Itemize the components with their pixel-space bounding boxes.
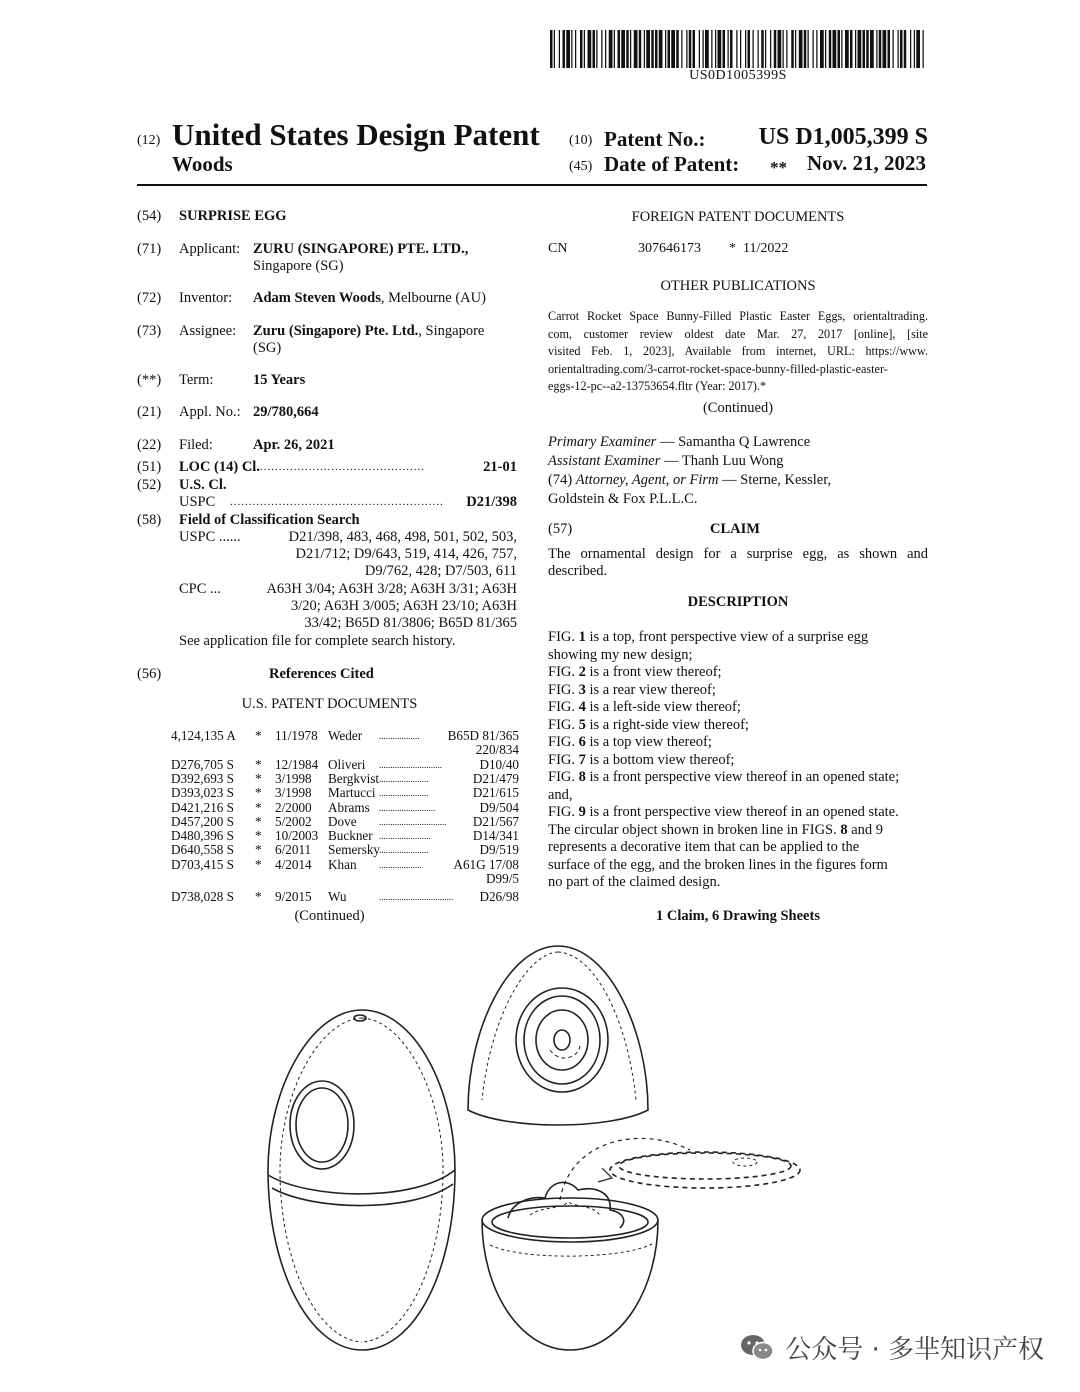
field-22-filed: (22) Filed: Apr. 26, 2021 (137, 437, 335, 453)
description-line: FIG. 9 is a front perspective view thereof in an opened state. (548, 804, 899, 820)
top-half-figure (468, 946, 648, 1125)
reference-num: D392,693 S (171, 770, 235, 786)
reference-date: 4/2014 (275, 856, 312, 872)
header-rule (137, 184, 927, 186)
reference-date: 11/1978 (275, 728, 318, 743)
reference-name: Abrams (328, 799, 370, 815)
reference-dots: ....................... (379, 831, 431, 842)
field-72-inventor: (72) Inventor: Adam Steven Woods, Melbourne (AU) (137, 290, 486, 306)
description-line: FIG. 8 is a front perspective view thereof in an opened state; (548, 769, 900, 785)
patent-number: US D1,005,399 S (758, 124, 928, 150)
field-71-applicant: (71) Applicant: ZURU (SINGAPORE) PTE. LTD., Singapore (SG) (137, 241, 469, 274)
reference-class: D26/98 (479, 889, 519, 905)
reference-date: 9/2015 (275, 889, 312, 905)
patent-title: SURPRISE EGG (179, 208, 287, 224)
field-73-assignee: (73) Assignee: Zuru (Singapore) Pte. Ltd., Singapore (SG) (137, 323, 485, 356)
description-line: FIG. 4 is a left-side view thereof; (548, 699, 741, 715)
inventor-surname: Woods (172, 152, 233, 176)
description-line: The circular object shown in broken line in FIGS. 8 and 9 (548, 821, 884, 838)
description-line: no part of the claimed design. (548, 874, 721, 890)
field-54: (54) SURPRISE EGG (137, 208, 287, 224)
reference-dots: ...................... (379, 773, 429, 784)
reference-name: Bergkvist (328, 770, 380, 786)
patent-no-label: Patent No.: (604, 127, 706, 151)
egg-drawing (250, 940, 830, 1360)
reference-star: * (255, 799, 262, 815)
reference-class: D10/40 (479, 756, 519, 772)
right-continued: (Continued) (702, 400, 774, 416)
reference-name: Oliveri (328, 756, 366, 772)
reference-class: D21/567 (472, 813, 519, 829)
examiners: Primary Examiner — Samantha Q Lawrence Assistant Examiner — Thanh Luu Wong (74) Attorney, Agent, or Firm — Sterne, Kessler, Goldstein & Fox P.L.L.C. (548, 434, 832, 507)
wechat-icon (739, 1333, 775, 1363)
reference-num: D276,705 S (171, 756, 235, 772)
patent-type-title: United States Design Patent (172, 117, 540, 152)
reference-star: * (255, 785, 262, 801)
bottom-half-figure (482, 1182, 658, 1350)
reference-num: D738,028 S (171, 889, 235, 905)
date-code: (45) (569, 159, 593, 174)
reference-dots: ............................ (379, 759, 442, 770)
field-56-references: (56) References Cited (137, 666, 374, 682)
reference-class: B65D 81/365 (447, 728, 519, 743)
reference-dots: ................................. (379, 892, 454, 903)
field-term: (**) Term: 15 Years (137, 372, 306, 388)
reference-num: D421,216 S (171, 799, 235, 815)
reference-num: 4,124,135 A (171, 728, 236, 743)
reference-extra-class: D99/5 (486, 871, 519, 886)
field-51-loc: (51) LOC (14) Cl. ................................................ 21-01 (137, 459, 517, 475)
reference-num: D457,200 S (171, 813, 235, 829)
reference-name: Dove (328, 813, 357, 829)
description-line: FIG. 1 is a top, front perspective view of a surprise egg (548, 629, 869, 645)
arrow-path (560, 1138, 690, 1200)
reference-dots: ...................... (379, 788, 429, 799)
reference-name: Buckner (328, 828, 373, 844)
reference-star: * (255, 770, 262, 786)
reference-date: 3/1998 (275, 785, 312, 801)
reference-extra-class: 220/834 (475, 742, 519, 758)
reference-date: 3/1998 (275, 770, 312, 786)
reference-star: * (255, 842, 262, 858)
patent-date: Nov. 21, 2023 (806, 151, 926, 175)
reference-num: D393,023 S (171, 785, 235, 801)
reference-dots: ................... (379, 859, 422, 870)
reference-name: Martucci (328, 785, 376, 801)
reference-class: D21/615 (472, 785, 519, 801)
field-58-classification: (58) Field of Classification Search USPC ...... D21/398, 483, 468, 498, 501, 502, 503, D21/712; D9/643, 519, 414, 426, 757, D9/762, 428; D7/503, 611 CPC ... A63H 3/04; A63H 3/28; A63H 3/31; A63H 3/20; A63H 3/005; A63H 23/10; A63H 33/42; B65D 81/3806; B65D 81/365 See application file for complete search history. (137, 512, 517, 649)
patent-no-code: (10) (569, 133, 593, 148)
barcode (548, 30, 928, 68)
reference-num: D703,415 S (171, 856, 235, 872)
reference-date: 12/1984 (275, 756, 319, 772)
description-text (548, 629, 928, 892)
reference-name: Wu (328, 889, 347, 905)
watermark-text: 公众号 · 多芈知识产权 (785, 1335, 1044, 1365)
description-line: FIG. 6 is a top view thereof; (548, 734, 712, 750)
foreign-doc-row: CN 307646173 * 11/2022 (548, 241, 789, 256)
reference-date: 2/2000 (275, 799, 312, 815)
kind-code: (12) (137, 133, 161, 148)
description-line: and, (548, 786, 573, 803)
reference-star: * (255, 828, 262, 844)
reference-num: D640,558 S (171, 842, 235, 858)
watermark (739, 1329, 1044, 1366)
description-line: showing my new design; (548, 646, 693, 663)
reference-class: D21/479 (472, 770, 519, 786)
description-heading: DESCRIPTION (687, 594, 789, 610)
foreign-docs-head: FOREIGN PATENT DOCUMENTS (631, 209, 845, 225)
date-label: Date of Patent: (604, 152, 740, 176)
us-patent-docs-head: U.S. PATENT DOCUMENTS (241, 696, 418, 712)
other-publication: Carrot Rocket Space Bunny-Filled Plastic Easter Eggs, orientaltrading. com, customer review oldest date Mar. 27, 2017 [online], [site visited Feb. 1, 2023], Available from internet, URL: https://www. orientaltrading.com/3-carrot-rocket-space-bunny-filled-plastic-easter- eggs-12-pc--a2-13753654.fltr (Year: 2017).* (548, 309, 928, 393)
description-line: FIG. 7 is a bottom view thereof; (548, 751, 735, 768)
decorative-ring-figure (610, 1152, 800, 1188)
claims-sheets: 1 Claim, 6 Drawing Sheets (656, 908, 820, 924)
description-line: FIG. 3 is a rear view thereof; (548, 681, 716, 698)
reference-date: 10/2003 (275, 828, 319, 844)
left-continued: (Continued) (294, 908, 365, 924)
reference-num: D480,396 S (171, 828, 235, 844)
reference-star: * (255, 856, 262, 872)
reference-class: D9/504 (479, 799, 519, 815)
reference-name: Weder (328, 728, 363, 743)
reference-dots: ...................... (379, 845, 429, 856)
reference-class: A61G 17/08 (453, 856, 519, 872)
reference-date: 5/2002 (275, 813, 312, 829)
description-line: surface of the egg, and the broken lines in the figures form (548, 856, 888, 873)
reference-dots: .................. (379, 731, 420, 741)
reference-dots: .............................. (379, 816, 447, 827)
reference-star: * (255, 889, 262, 905)
closed-egg-figure (268, 1010, 455, 1350)
description-line: FIG. 2 is a front view thereof; (548, 664, 722, 680)
reference-date: 6/2011 (275, 842, 312, 858)
reference-class: D9/519 (479, 842, 519, 858)
description-line: represents a decorative item that can be applied to the (548, 839, 860, 855)
claim-heading: (57) CLAIM (548, 521, 760, 537)
other-pubs-head: OTHER PUBLICATIONS (660, 278, 816, 294)
reference-dots: ......................... (379, 802, 436, 813)
reference-name: Khan (328, 856, 357, 872)
claim-text: The ornamental design for a surprise egg, as shown and described. (548, 546, 928, 579)
date-marker: ** (770, 158, 787, 177)
reference-star: * (255, 813, 262, 829)
reference-class: D14/341 (472, 828, 519, 844)
field-21-appl-no: (21) Appl. No.: 29/780,664 (137, 404, 319, 420)
field-52-us-cl: (52) U.S. Cl. USPC ......................................................... D21/398 (137, 477, 517, 510)
description-line: FIG. 5 is a right-side view thereof; (548, 716, 749, 733)
barcode-number: US0D1005399S (689, 68, 787, 83)
reference-star: * (255, 728, 262, 743)
reference-star: * (255, 756, 262, 772)
reference-name: Semersky (328, 842, 381, 858)
